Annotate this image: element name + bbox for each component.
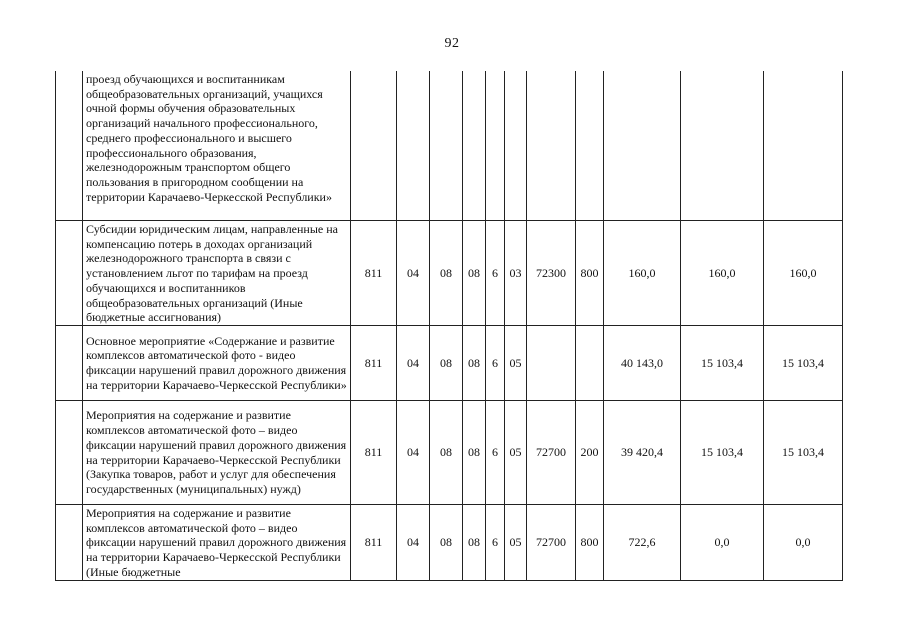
- table-row: [56, 221, 843, 326]
- row-number-cell: [56, 401, 83, 505]
- description-cell: Основное мероприятие «Содержание и развитие комплексов автоматической фото - видео фиксации нарушений правил дорожного движения на территории Карачаево-Черкесской Республики»: [83, 326, 351, 401]
- direction-code-cell: 72700: [527, 401, 576, 505]
- subprogram-code-cell: 6: [486, 505, 505, 581]
- subprogram-code-cell: 6: [486, 401, 505, 505]
- program-code-cell: 08: [463, 505, 486, 581]
- budget-table: [55, 71, 843, 581]
- section-cell: 04: [397, 221, 430, 326]
- activity-code-cell: 05: [505, 401, 527, 505]
- row-number-cell: [56, 505, 83, 581]
- subsection-cell: 08: [430, 221, 463, 326]
- year3-amount-cell: 15 103,4: [764, 401, 843, 505]
- activity-code-cell: 05: [505, 326, 527, 401]
- year1-amount-cell: 40 143,0: [604, 326, 681, 401]
- description-cell: Субсидии юридическим лицам, направленные на компенсацию потерь в доходах организаций железнодорожного транспорта в связи с установлением льгот по тарифам на проезд обучающихся и воспитанников общеобразовательных организаций (Иные бюджетные ассигнования): [83, 221, 351, 326]
- description-cell: Мероприятия на содержание и развитие комплексов автоматической фото – видео фиксации нарушений правил дорожного движения на территории Карачаево-Черкесской Республики (Закупка товаров, работ и услуг для обеспечения государственных (муниципальных) нужд): [83, 401, 351, 505]
- program-code-cell: 08: [463, 221, 486, 326]
- expense-type-cell: [576, 326, 604, 401]
- year3-amount-cell: 15 103,4: [764, 326, 843, 401]
- subsection-cell: 08: [430, 401, 463, 505]
- section-cell: [397, 71, 430, 221]
- admin-code-cell: 811: [351, 326, 397, 401]
- subprogram-code-cell: [486, 71, 505, 221]
- direction-code-cell: 72300: [527, 221, 576, 326]
- activity-code-cell: [505, 71, 527, 221]
- table-row: [56, 401, 843, 505]
- expense-type-cell: [576, 71, 604, 221]
- year3-amount-cell: 160,0: [764, 221, 843, 326]
- subprogram-code-cell: 6: [486, 326, 505, 401]
- admin-code-cell: 811: [351, 221, 397, 326]
- activity-code-cell: 03: [505, 221, 527, 326]
- section-cell: 04: [397, 326, 430, 401]
- year2-amount-cell: 15 103,4: [681, 326, 764, 401]
- activity-code-cell: 05: [505, 505, 527, 581]
- table-row: [56, 326, 843, 401]
- expense-type-cell: 800: [576, 505, 604, 581]
- section-cell: 04: [397, 401, 430, 505]
- admin-code-cell: 811: [351, 505, 397, 581]
- year1-amount-cell: 160,0: [604, 221, 681, 326]
- table-row: [56, 505, 843, 581]
- expense-type-cell: 200: [576, 401, 604, 505]
- direction-code-cell: 72700: [527, 505, 576, 581]
- direction-code-cell: [527, 326, 576, 401]
- year2-amount-cell: [681, 71, 764, 221]
- program-code-cell: [463, 71, 486, 221]
- subsection-cell: [430, 71, 463, 221]
- year2-amount-cell: 15 103,4: [681, 401, 764, 505]
- year1-amount-cell: 39 420,4: [604, 401, 681, 505]
- description-cell: Мероприятия на содержание и развитие комплексов автоматической фото – видео фиксации нарушений правил дорожного движения на территории Карачаево-Черкесской Республики (Иные бюджетные: [83, 505, 351, 581]
- subprogram-code-cell: 6: [486, 221, 505, 326]
- direction-code-cell: [527, 71, 576, 221]
- year2-amount-cell: 160,0: [681, 221, 764, 326]
- admin-code-cell: 811: [351, 401, 397, 505]
- section-cell: 04: [397, 505, 430, 581]
- program-code-cell: 08: [463, 401, 486, 505]
- year1-amount-cell: [604, 71, 681, 221]
- year3-amount-cell: [764, 71, 843, 221]
- subsection-cell: 08: [430, 326, 463, 401]
- admin-code-cell: [351, 71, 397, 221]
- year3-amount-cell: 0,0: [764, 505, 843, 581]
- year1-amount-cell: 722,6: [604, 505, 681, 581]
- page-number: 92: [444, 36, 460, 51]
- table-row: [56, 71, 843, 221]
- row-number-cell: [56, 326, 83, 401]
- program-code-cell: 08: [463, 326, 486, 401]
- description-cell: проезд обучающихся и воспитанникам общеобразовательных организаций, учащихся очной формы обучения образовательных организаций начального профессионального, среднего профессионального и высшего профессионального образования, железнодорожным транспортом общего пользования в пригородном сообщении на территории Карачаево-Черкесской Республики»: [83, 71, 351, 221]
- year2-amount-cell: 0,0: [681, 505, 764, 581]
- subsection-cell: 08: [430, 505, 463, 581]
- row-number-cell: [56, 71, 83, 221]
- row-number-cell: [56, 221, 83, 326]
- expense-type-cell: 800: [576, 221, 604, 326]
